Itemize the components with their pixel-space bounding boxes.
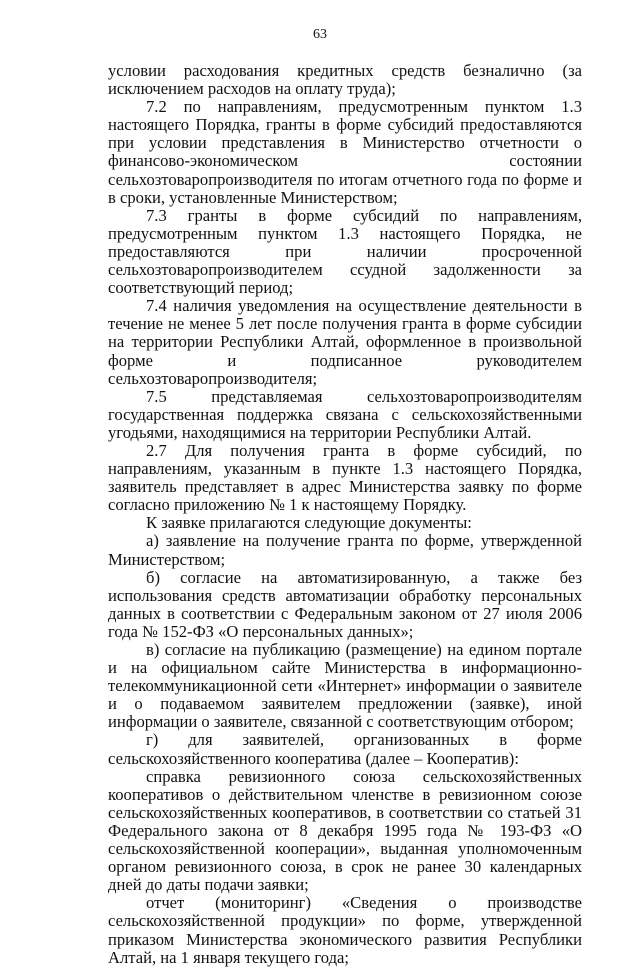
- paragraph-continuation: условии расходования кредитных средств безналично (за исключением расходов на оплату труда);: [108, 61, 582, 99]
- page-number: 63: [313, 27, 327, 42]
- paragraph-monitoring-report: отчет (мониторинг) «Сведения о производстве сельскохозяйственной продукции» по форме, утвержденной приказом Министерства экономического развития Республики Алтай, на 1 января текущего года;: [108, 893, 582, 967]
- paragraph-revision-certificate: справка ревизионного союза сельскохозяйственных кооперативов о действительном членстве в ревизионном союзе сельскохозяйственных кооперативов, в соответствии со статьей 31 Федерального закона от 8 декабря 1995 года № 193-ФЗ «О сельскохозяйственной кооперации», выданная уполномоченным органом ревизионного союза, в срок не ранее 30 календарных дней до даты подачи заявки;: [108, 766, 582, 895]
- document-body: [108, 62, 582, 967]
- paragraph-item-a: а) заявление на получение гранта по форме, утвержденной Министерством;: [108, 531, 582, 569]
- paragraph-documents-intro: К заявке прилагаются следующие документы:: [146, 513, 472, 533]
- paragraph-7-5: 7.5 представляемая сельхозтоваропроизводителям государственная поддержка связана с сельскохозяйственными угодьями, находящимися на территории Республики Алтай.: [108, 386, 582, 442]
- paragraph-7-2: 7.2 по направлениям, предусмотренным пунктом 1.3 настоящего Порядка, гранты в форме субсидий предоставляются при условии представления в Министерство отчетности о финансово-экономическом состоянии сельхозтоваропроизводителя по итогам отчетного года по форме и в сроки, установленные Министерством;: [108, 97, 582, 207]
- paragraph-item-b: б) согласие на автоматизированную, а также без использования средств автоматизации обработку персональных данных в соответствии с Федеральным законом от 27 июля 2006 года № 152-ФЗ «О персональных данных»;: [108, 567, 582, 641]
- paragraph-7-4: 7.4 наличия уведомления на осуществление деятельности в течение не менее 5 лет после получения гранта в форме субсидии на территории Республики Алтай, оформленное в произвольной форме и подписанное руководителем сельхозтоваропроизводителя;: [108, 296, 582, 388]
- paragraph-2-7: 2.7 Для получения гранта в форме субсидий, по направлениям, указанным в пункте 1.3 настоящего Порядка, заявитель представляет в адрес Министерства заявку по форме согласно приложению № 1 к настоящему Порядку.: [108, 440, 582, 515]
- paragraph-item-g: г) для заявителей, организованных в форме сельскохозяйственного кооператива (далее – Кооператив):: [108, 730, 582, 768]
- paragraph-7-3: 7.3 гранты в форме субсидий по направлениям, предусмотренным пунктом 1.3 настоящего Порядка, не предоставляются при наличии просроченной сельхозтоваропроизводителем ссудной задолженности за соответствующий период;: [108, 205, 582, 298]
- paragraph-item-v: в) согласие на публикацию (размещение) на едином портале и на официальном сайте Министерства в информационно-телекоммуникационной сети «Интернет» информации о заявителе и о подаваемом заявителем предложении (заявке), иной информации о заявителе, связанной с соответствующим отбором;: [108, 640, 582, 732]
